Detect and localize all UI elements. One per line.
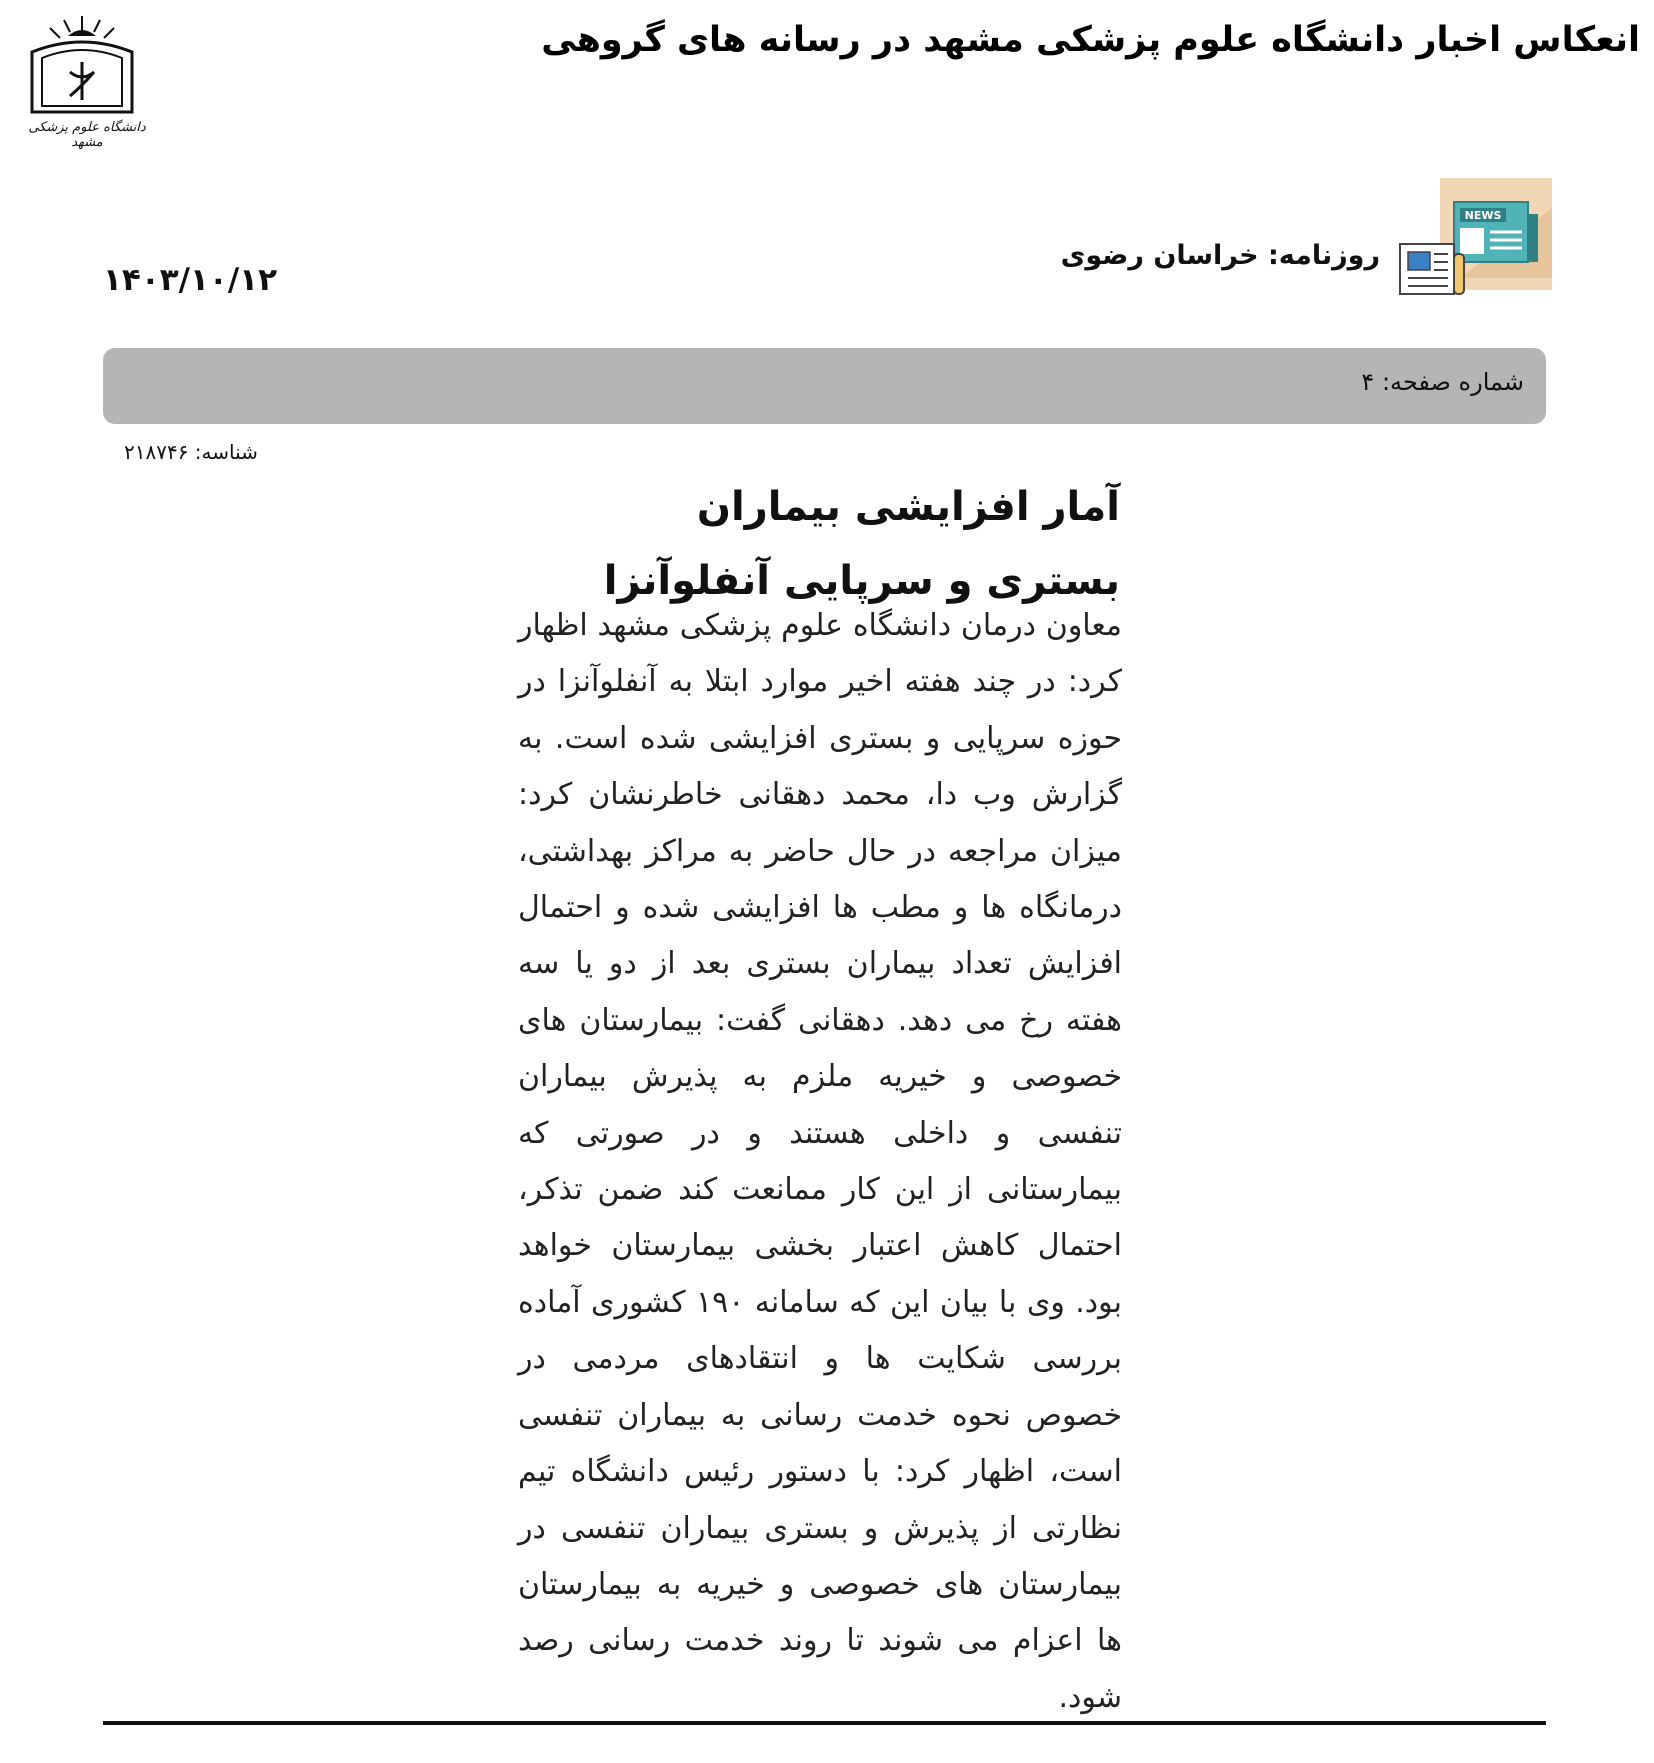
university-logo: [12, 12, 152, 150]
article-title: آمار افزایشی بیماران بستری و سرپایی آنفلوآنزا: [603, 484, 1120, 604]
newspaper-name: روزنامه: خراسان رضوی: [1060, 240, 1380, 271]
logo-caption: دانشگاه علوم پزشکی مشهد: [28, 120, 146, 150]
bottom-divider: [103, 1721, 1546, 1725]
page-number: شماره صفحه: ۴: [1361, 368, 1524, 396]
newspaper-icon: [1398, 240, 1468, 298]
document-id: شناسه: ۲۱۸۷۴۶: [124, 440, 258, 464]
page-info-bar: [103, 348, 1546, 424]
publication-date: ۱۴۰۳/۱۰/۱۲: [103, 262, 278, 298]
article-body: معاون درمان دانشگاه علوم پزشکی مشهد اظهار کرد: در چند هفته اخیر موارد ابتلا به آنفلوآنزا در حوزه سرپایی و بستری افزایشی شده است. به گزارش وب دا، محمد دهقانی خاطرنشان کرد: میزان مراجعه در حال حاضر به مراکز بهداشتی، درمانگاه ها و مطب ها افزایشی شده و احتمال افزایش تعداد بیماران بستری بعد از دو یا سه هفته رخ می دهد. دهقانی گفت: بیمارستان های خصوصی و خیریه ملزم به پذیرش بیماران تنفسی و داخلی هستند و در صورتی که بیمارستانی از این کار ممانعت کند ضمن تذکر، احتمال کاهش اعتبار بخشی بیمارستان خواهد بود. وی با بیان این که سامانه ۱۹۰ کشوری آماده بررسی شکایت ها و انتقادهای مردمی در خصوص نحوه خدمت رسانی به بیماران تنفسی است، اظهار کرد: با دستور رئیس دانشگاه تیم نظارتی از پذیرش و بستری بیماران تنفسی در بیمارستان های خصوصی و خیریه به بیمارستان ها اعزام می شوند تا روند خدمت رسانی رصد شود.: [518, 608, 1122, 1715]
header-title: انعکاس اخبار دانشگاه علوم پزشکی مشهد در رسانه های گروهی: [541, 20, 1640, 60]
news-icon-label: NEWS: [1464, 209, 1502, 222]
